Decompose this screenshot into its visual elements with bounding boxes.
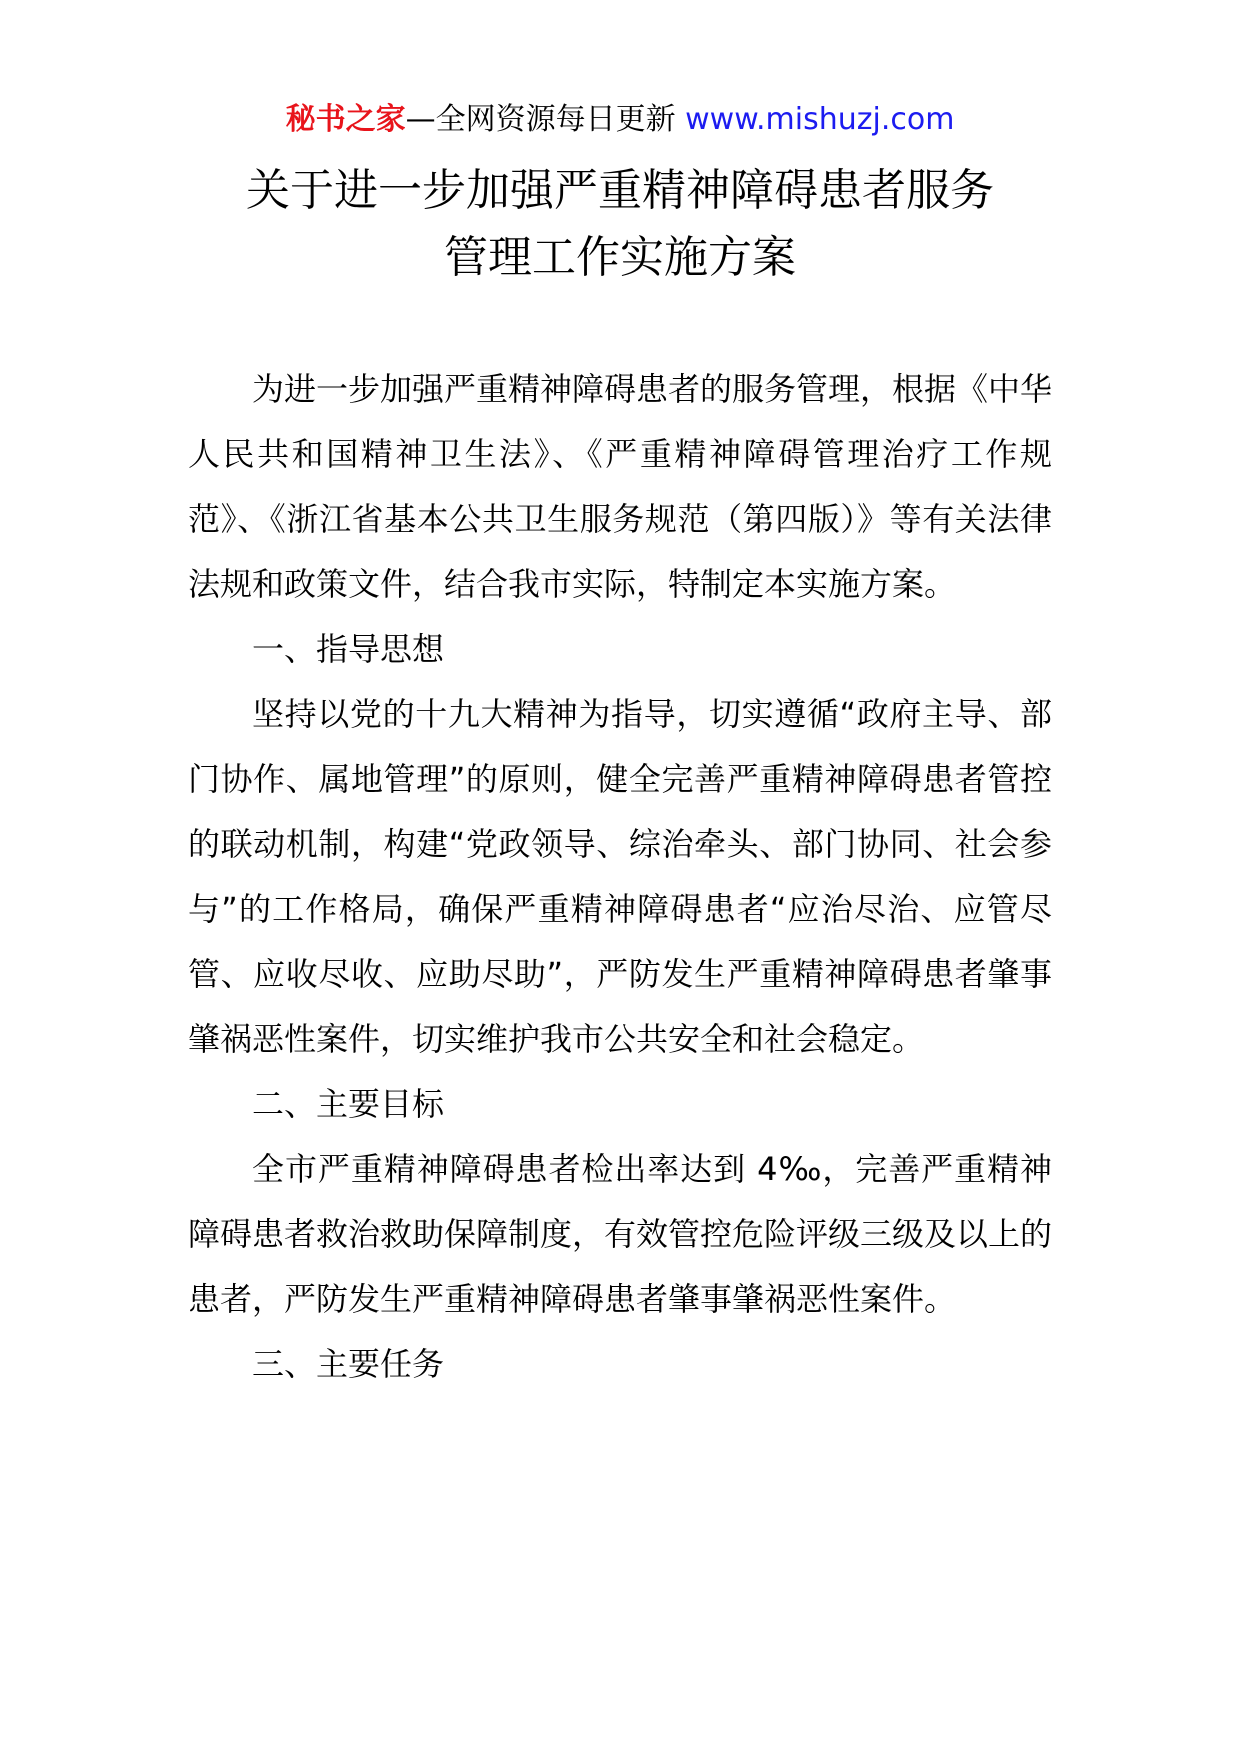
section-heading-main-tasks: 三、主要任务 bbox=[252, 1345, 445, 1383]
brand-name: 秘书之家 bbox=[285, 102, 406, 137]
section-heading-main-goals: 二、主要目标 bbox=[252, 1085, 445, 1123]
site-url-link[interactable]: www.mishuzj.com bbox=[685, 102, 955, 137]
guiding-ideology-paragraph: 坚持以党的十九大精神为指导，切实遵循“政府主导、部门协作、属地管理”的原则，健全完善严重精神障碍患者管控的联动机制，构建“党政领导、综治牵头、部门协同、社会参与”的工作格局，确保严重精神障碍患者“应治尽治、应管尽管、应收尽收、应助尽助”，严防发生严重精神障碍患者肇事肇祸恶性案件，切实维护我市公共安全和社会稳定。 bbox=[188, 695, 1052, 1058]
header-tagline: —全网资源每日更新 bbox=[405, 102, 686, 137]
document-title-line-1: 关于进一步加强严重精神障碍患者服务 bbox=[246, 165, 994, 216]
section-heading-guiding-ideology: 一、指导思想 bbox=[252, 630, 445, 668]
document-title-line-2: 管理工作实施方案 bbox=[444, 232, 796, 283]
site-header bbox=[0, 100, 1240, 140]
intro-paragraph: 为进一步加强严重精神障碍患者的服务管理，根据《中华人民共和国精神卫生法》、《严重精神障碍管理治疗工作规范》、《浙江省基本公共卫生服务规范（第四版）》等有关法律法规和政策文件，结合我市实际，特制定本实施方案。 bbox=[188, 370, 1053, 603]
document-body bbox=[188, 357, 1052, 1397]
main-goals-paragraph: 全市严重精神障碍患者检出率达到 4‰，完善严重精神障碍患者救治救助保障制度，有效管控危险评级三级及以上的患者，严防发生严重精神障碍患者肇事肇祸恶性案件。 bbox=[188, 1150, 1053, 1318]
